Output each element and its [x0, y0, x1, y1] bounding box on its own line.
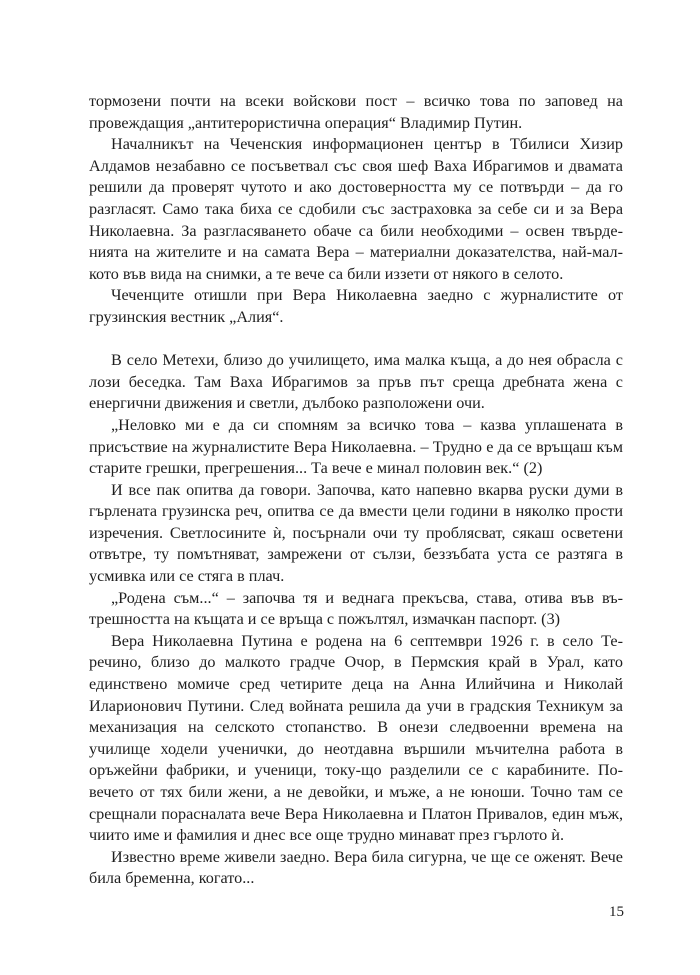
paragraph: В село Метехи, близо до училището, има малка къща, а до нея обрасла с лози беседка. Там Ваха Ибрагимов за пръв път среща дребната жена с енергични движения и светли, дълбоко разположени очи. — [89, 351, 623, 413]
body-text — [89, 91, 623, 890]
paragraph: И все пак опитва да говори. Започва, като напевно вкарва руски думи в гърлената грузинска реч, опитва се да вмести цели години в няколко прости изречения. Светлосините ѝ, посърнали очи ту проблясват, сякаш осветени отвътре, ту помътняват, замрежени от сълзи, беззъбата уста се разтяга в усмивка или се стяга в плач. — [89, 480, 623, 586]
paragraph: Началникът на Чеченския информационен център в Тбилиси Хизир Алдамов незабавно се посъветвал със своя шеф Ваха Ибрагимов и двамата решили да проверят чутото и ако достоверността му се потвърди – да го разгласят. Само така биха се сдобили със застраховка за себе си и за Вера Николаевна. За разгласяването обаче са били необходими – освен твърденията на жителите и на самата Вера – материални доказателства, най-малкото във вида на снимки, а те вече са били иззети от някого в селото. — [89, 135, 623, 283]
paragraph: „Неловко ми е да си спомням за всичко това – казва уплашената в присъствие на журналистите Вера Николаевна. – Трудно е да се връщаш към старите грешки, прегрешения... Та вече е минал половин век.“ (2) — [89, 415, 623, 478]
paragraph: Чеченците отишли при Вера Николаевна заедно с журналистите от грузинския вестник „Алия“. — [89, 286, 623, 326]
paragraph: „Родена съм...“ – започва тя и веднага прекъсва, става, отива във вътрешността на къщата и се връща с пожълтял, измачкан паспорт. (3) — [89, 588, 623, 629]
paragraph: тормозени почти на всеки войскови пост – всичко това по заповед на провеждащия „антитерористична операция“ Владимир Путин. — [89, 92, 623, 132]
page-number: 15 — [609, 904, 624, 920]
paragraph: Вера Николаевна Путина е родена на 6 септември 1926 г. в село Теречино, близо до малкото градче Очор, в Пермския край в Урал, като единствено момиче сред четирите деца на Анна Илийчина и Николай Иларионович Путини. След войната решила да учи в градския Техникум за механизация на селското стопанство. В онези следвоенни времена на училище ходели ученички, до неотдавна вършили мъчителна работа в оръжейни фабрики, и ученици, току-що разделили се с карабините. Повечето от тях били жени, а не девойки, и мъже, а не юноши. Точно там се срещнали порасналата вече Вера Николаевна и Платон Привалов, един мъж, чиито име и фамилия и днес все още трудно минават през гърлото ѝ. — [89, 631, 623, 845]
paragraph: Известно време живели заедно. Вера била сигурна, че ще се оженят. Вече била бременна, когато... — [89, 847, 623, 888]
